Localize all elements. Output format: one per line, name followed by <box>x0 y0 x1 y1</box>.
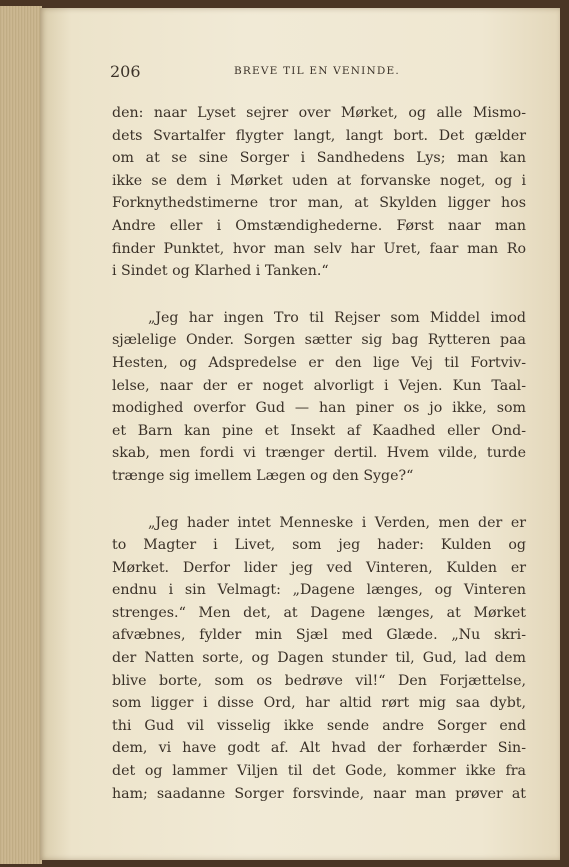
text-line: Hesten, og Adspredelse er den lige Vej til Fortviv- <box>112 354 526 371</box>
text-line: trænge sig imellem Lægen og den Syge?“ <box>112 467 414 484</box>
text-line: der Natten sorte, og Dagen stunder til, Gud, lad dem <box>112 650 526 667</box>
page-edges <box>0 6 42 864</box>
text-line: ham; saadanne Sorger forsvinde, naar man prøver at <box>112 785 526 802</box>
page-header <box>110 62 525 86</box>
text-line: lelse, naar der er noget alvorligt i Vejen. Kun Taal- <box>112 377 526 394</box>
text-line: „Jeg har ingen Tro til Rejser som Middel imod <box>148 309 526 326</box>
text-line: det og lammer Viljen til det Gode, kommer ikke fra <box>112 763 526 780</box>
text-line: to Magter i Livet, som jeg hader: Kulden og <box>112 537 526 554</box>
paragraph-1 <box>112 102 526 283</box>
body-text <box>112 102 526 805</box>
text-line: thi Gud vil visselig ikke sende andre Sorger end <box>112 717 526 734</box>
text-line: endnu i sin Velmagt: „Dagene længes, og Vinteren <box>112 582 526 599</box>
text-line: finder Punktet, hvor man selv har Uret, faar man Ro <box>112 240 526 257</box>
text-line: strenges.“ Men det, at Dagene længes, at Mørket <box>112 604 526 621</box>
text-line: ikke se dem i Mørket uden at forvanske noget, og i <box>112 172 526 189</box>
text-line: Andre eller i Omstændighederne. Først naar man <box>112 217 526 234</box>
text-line: et Barn kan pine et Insekt af Kaadhed eller Ond- <box>112 422 526 439</box>
text-line: Forknythedstimerne tror man, at Skylden ligger hos <box>112 195 526 212</box>
text-line: i Sindet og Klarhed i Tanken.“ <box>112 263 329 280</box>
text-line: afvæbnes, fylder min Sjæl med Glæde. „Nu skri- <box>112 627 526 644</box>
text-line: sjælelige Onder. Sorgen sætter sig bag Rytteren paa <box>112 332 526 349</box>
text-line: dem, vi have godt af. Alt hvad der forhærder Sin- <box>112 740 526 757</box>
text-line: modighed overfor Gud — han piner os jo ikke, som <box>112 400 526 417</box>
text-line: „Jeg hader intet Menneske i Verden, men der er <box>148 514 526 531</box>
text-line: blive borte, som os bedrøve vil!“ Den Forjættelse, <box>112 672 526 689</box>
text-line: den: naar Lyset sejrer over Mørket, og alle Mismo- <box>112 105 526 121</box>
paragraph-2 <box>112 307 526 488</box>
running-title: BREVE TIL EN VENINDE. <box>234 65 400 77</box>
paragraph-3 <box>112 512 526 806</box>
page-number: 206 <box>110 62 141 81</box>
text-line: om at se sine Sorger i Sandhedens Lys; man kan <box>112 150 526 167</box>
text-line: Mørket. Derfor lider jeg ved Vinteren, Kulden er <box>112 559 526 576</box>
text-line: som ligger i disse Ord, har altid rørt mig saa dybt, <box>112 695 526 712</box>
text-line: dets Svartalfer flygter langt, langt bort. Det gælder <box>112 127 526 144</box>
text-line: skab, men fordi vi trænger dertil. Hvem vilde, turde <box>112 445 526 462</box>
